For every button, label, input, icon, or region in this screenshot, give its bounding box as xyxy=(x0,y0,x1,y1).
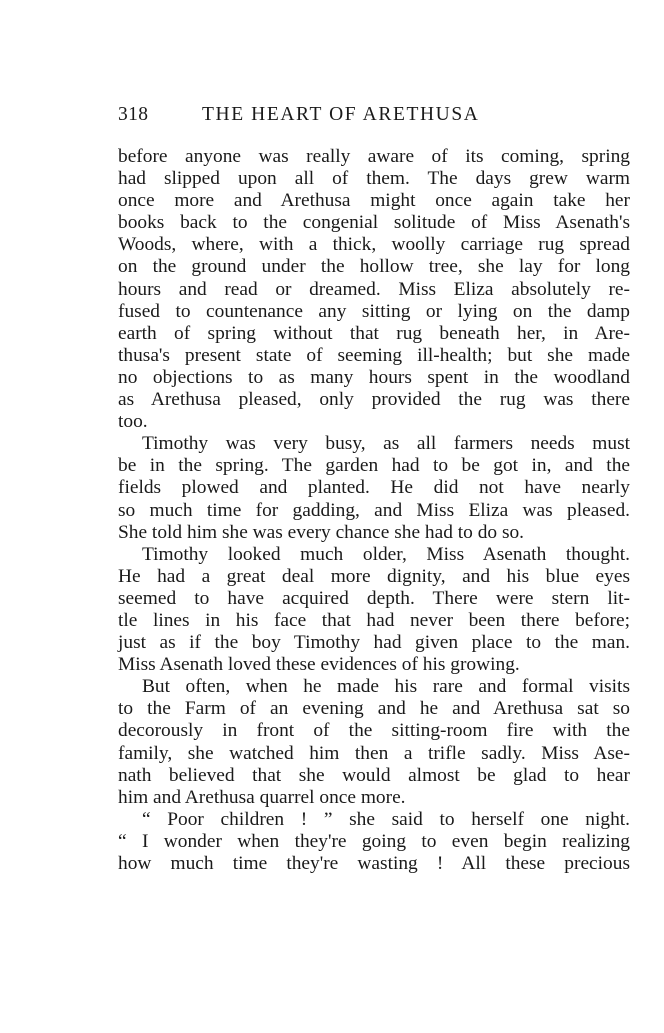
text-line: thusa's present state of seeming ill-health; but she made xyxy=(118,344,630,366)
text-line: hours and read or dreamed. Miss Eliza absolutely re- xyxy=(118,278,630,300)
text-line: too. xyxy=(118,411,148,433)
text-line: Timothy was very busy, as all farmers needs must xyxy=(142,433,630,455)
text-line: books back to the congenial solitude of Miss Asenath's xyxy=(118,212,630,234)
text-line: to the Farm of an evening and he and Arethusa sat so xyxy=(118,698,630,720)
text-line: Timothy looked much older, Miss Asenath thought. xyxy=(142,543,630,565)
page-number: 318 xyxy=(118,104,149,125)
text-line: so much time for gadding, and Miss Eliza was pleased. xyxy=(118,499,630,521)
text-line: him and Arethusa quarrel once more. xyxy=(118,786,406,808)
body-text xyxy=(118,146,630,875)
text-line: He had a great deal more dignity, and his blue eyes xyxy=(118,565,630,587)
running-head xyxy=(118,104,630,134)
text-line: no objections to as many hours spent in the woodland xyxy=(118,366,630,388)
text-line: Woods, where, with a thick, woolly carriage rug spread xyxy=(118,234,630,256)
text-line: on the ground under the hollow tree, she lay for long xyxy=(118,256,630,278)
text-line: earth of spring without that rug beneath her, in Are- xyxy=(118,322,630,344)
text-line: tle lines in his face that had never been there before; xyxy=(118,609,630,631)
text-line: seemed to have acquired depth. There were stern lit- xyxy=(118,587,630,609)
text-line: as Arethusa pleased, only provided the rug was there xyxy=(118,389,630,411)
text-line: fields plowed and planted. He did not have nearly xyxy=(118,477,630,499)
text-line: fused to countenance any sitting or lying on the damp xyxy=(118,300,630,322)
text-line: But often, when he made his rare and formal visits xyxy=(142,676,630,698)
text-line: family, she watched him then a trifle sadly. Miss Ase- xyxy=(118,742,630,764)
running-title: THE HEART OF ARETHUSA xyxy=(202,104,480,125)
book-page xyxy=(118,104,630,875)
text-line: just as if the boy Timothy had given place to the man. xyxy=(118,632,630,654)
text-line: had slipped upon all of them. The days grew warm xyxy=(118,168,630,190)
text-line: before anyone was really aware of its coming, spring xyxy=(118,146,630,167)
text-line: decorously in front of the sitting-room fire with the xyxy=(118,720,630,742)
text-line: be in the spring. The garden had to be got in, and the xyxy=(118,455,630,477)
text-line: She told him she was every chance she had to do so. xyxy=(118,521,525,543)
text-line: “ Poor children ! ” she said to herself one night. xyxy=(142,808,630,830)
text-line: Miss Asenath loved these evidences of his growing. xyxy=(118,654,520,676)
text-line: nath believed that she would almost be glad to hear xyxy=(118,764,630,786)
text-line: once more and Arethusa might once again take her xyxy=(118,190,630,212)
text-line: how much time they're wasting ! All these precious xyxy=(118,853,630,874)
text-line: “ I wonder when they're going to even begin realizing xyxy=(118,830,630,852)
